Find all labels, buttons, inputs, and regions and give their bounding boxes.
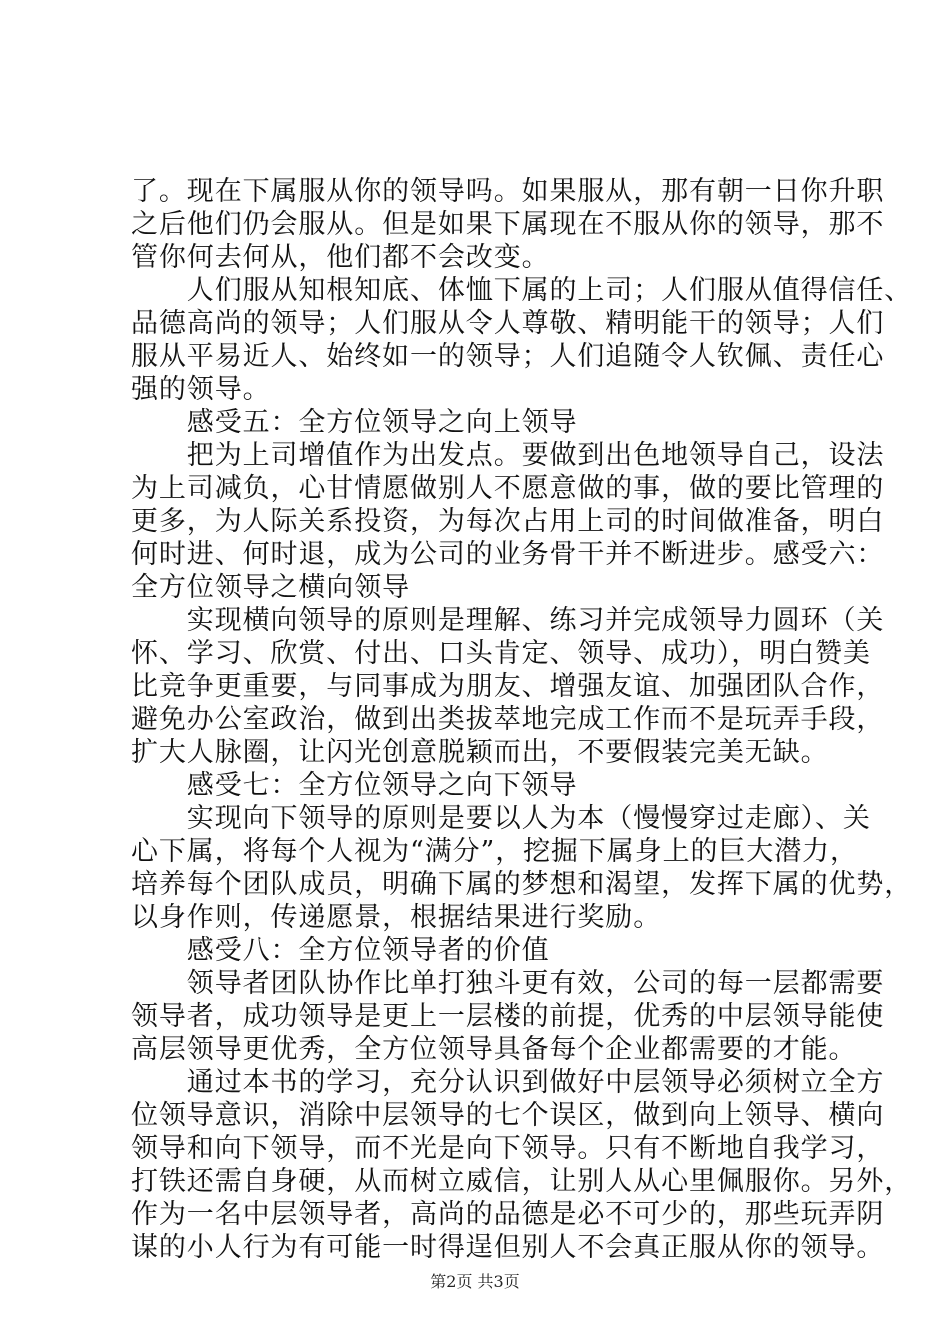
text-line: 实现向下领导的原则是要以人为本（慢慢穿过走廊）、关 xyxy=(131,803,871,834)
text-line: 怀、学习、欣赏、付出、口头肯定、领导、成功），明白赞美 xyxy=(131,638,871,669)
text-line: 品德高尚的领导；人们服从令人尊敬、精明能干的领导；人们 xyxy=(131,308,885,339)
text-line: 谋的小人行为有可能一时得逞但别人不会真正服从你的领导。 xyxy=(131,1232,885,1263)
text-line: 通过本书的学习，充分认识到做好中层领导必须树立全方 xyxy=(131,1067,885,1098)
page-number-footer: 第2页 共3页 xyxy=(430,1272,520,1291)
text-line: 更多，为人际关系投资，为每次占用上司的时间做准备，明白 xyxy=(131,506,885,537)
text-line: 领导者团队协作比单打独斗更有效，公司的每一层都需要 xyxy=(131,968,885,999)
text-line: 为上司减负，心甘情愿做别人不愿意做的事，做的要比管理的 xyxy=(131,473,885,504)
text-line: 作为一名中层领导者，高尚的品德是必不可少的，那些玩弄阴 xyxy=(131,1199,885,1230)
text-line: 领导和向下领导，而不光是向下领导。只有不断地自我学习， xyxy=(131,1133,885,1164)
text-line: 何时进、何时退，成为公司的业务骨干并不断进步。感受六： xyxy=(131,539,885,570)
text-line: 之后他们仍会服从。但是如果下属现在不服从你的领导，那不 xyxy=(131,209,885,240)
text-line: 培养每个团队成员，明确下属的梦想和渴望，发挥下属的优势， xyxy=(131,869,913,900)
section-heading: 感受七：全方位领导之向下领导 xyxy=(131,770,578,801)
text-line: 人们服从知根知底、体恤下属的上司；人们服从值得信任、 xyxy=(131,275,913,306)
text-line: 打铁还需自身硬，从而树立威信，让别人从心里佩服你。另外， xyxy=(131,1166,913,1197)
section-heading: 感受八：全方位领导者的价值 xyxy=(131,935,550,966)
text-line: 了。现在下属服从你的领导吗。如果服从，那有朝一日你升职 xyxy=(131,176,885,207)
text-line: 全方位领导之横向领导 xyxy=(131,572,410,603)
text-line: 心下属，将每个人视为“满分”，挖掘下属身上的巨大潜力， xyxy=(131,836,858,867)
section-heading: 感受五：全方位领导之向上领导 xyxy=(131,407,578,438)
text-line: 领导者，成功领导是更上一层楼的前提，优秀的中层领导能使 xyxy=(131,1001,885,1032)
text-line: 以身作则，传递愿景，根据结果进行奖励。 xyxy=(131,902,662,933)
text-line: 实现横向领导的原则是理解、练习并完成领导力圆环（关 xyxy=(131,605,885,636)
text-line: 管你何去何从，他们都不会改变。 xyxy=(131,242,550,273)
text-line: 高层领导更优秀，全方位领导具备每个企业都需要的才能。 xyxy=(131,1034,857,1065)
text-line: 把为上司增值作为出发点。要做到出色地领导自己，设法 xyxy=(131,440,885,471)
text-line: 强的领导。 xyxy=(131,374,271,405)
text-line: 服从平易近人、始终如一的领导；人们追随令人钦佩、责任心 xyxy=(131,341,885,372)
text-line: 避免办公室政治，做到出类拔萃地完成工作而不是玩弄手段， xyxy=(131,704,885,735)
text-line: 扩大人脉圈，让闪光创意脱颖而出，不要假装完美无缺。 xyxy=(131,737,829,768)
text-line: 位领导意识，消除中层领导的七个误区，做到向上领导、横向 xyxy=(131,1100,885,1131)
text-line: 比竞争更重要，与同事成为朋友、增强友谊、加强团队合作， xyxy=(131,671,885,702)
